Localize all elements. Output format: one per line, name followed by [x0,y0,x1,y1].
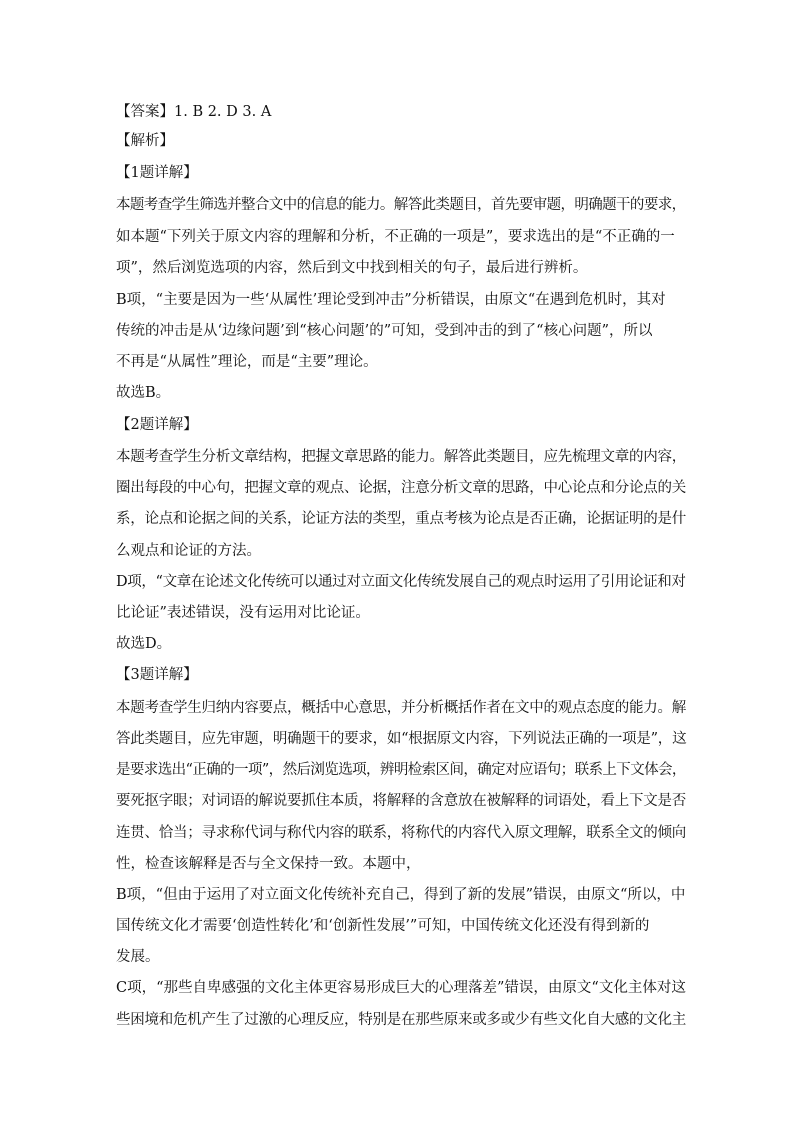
paragraph-line: 些困境和危机产生了过激的心理反应，特别是在那些原来或多或少有些文化自大感的文化主 [116,1012,686,1028]
paragraph-line: D项，“文章在论述文化传统可以通过对立面文化传统发展自己的观点时运用了引用论证和对 [116,574,686,590]
q1-heading: 【1题详解】 [116,165,198,181]
paragraph-line: 答此类题目，应先审题，明确题干的要求，如“根据原文内容，下列说法正确的一项是”，这 [116,731,687,747]
paragraph-line: 如本题“下列关于原文内容的理解和分析，不正确的一项是”，要求选出的是“不正确的一 [116,229,675,245]
paragraph-line: 圈出每段的中心句，把握文章的观点、论据，注意分析文章的思路，中心论点和分论点的关 [116,480,686,496]
paragraph-line: 本题考查学生筛选并整合文中的信息的能力。解答此类题目，首先要审题，明确题干的要求， [116,197,686,213]
paragraph-line: 本题考查学生归纳内容要点，概括中心意思，并分析概括作者在文中的观点态度的能力。解 [116,700,686,716]
paragraph-line: B项，“但由于运用了对立面文化传统补充自己，得到了新的发展”错误，由原文“所以，中 [116,887,686,903]
paragraph-line: 本题考查学生分析文章结构，把握文章思路的能力。解答此类题目，应先梳理文章的内容， [116,449,686,465]
paragraph-line: 比论证”表述错误，没有运用对比论证。 [116,605,370,621]
paragraph-line: 性，检查该解释是否与全文保持一致。本题中， [116,856,421,872]
conclusion-line: 故选B。 [116,385,171,401]
paragraph-line: 连贯、恰当；寻求称代词与称代内容的联系，将称代的内容代入原文理解，联系全文的倾向 [116,825,686,841]
paragraph-line: 要死抠字眼；对词语的解说要抓住本质，将解释的含意放在被解释的词语处，看上下文是否 [116,793,686,809]
paragraph-line: 发展。 [116,949,160,965]
paragraph-line: 传统的冲击是从‘边缘问题’到“核心问题’的”可知，受到冲击的到了“核心问题”，所以 [116,323,653,339]
answer-line: 【答案】1. B 2. D 3. A [116,104,272,120]
paragraph-line: 项”，然后浏览选项的内容，然后到文中找到相关的句子，最后进行辨析。 [116,260,588,276]
q2-heading: 【2题详解】 [116,417,198,433]
paragraph-line: 系，论点和论据之间的关系，论证方法的类型，重点考核为论点是否正确，论据证明的是什 [116,511,686,527]
paragraph-line: 不再是“从属性”理论，而是“主要”理论。 [116,354,378,370]
paragraph-line: 国传统文化才需要‘创造性转化’和‘创新性发展’”可知，中国传统文化还没有得到新的 [116,918,650,934]
analysis-heading: 【解析】 [116,133,174,149]
paragraph-line: 是要求选出“正确的一项”，然后浏览选项，辨明检索区间，确定对应语句；联系上下文体会， [116,762,686,778]
paragraph-line: B项，“主要是因为一些‘从属性’理论受到冲击”分析错误，由原文“在遇到危机时，其对 [116,292,666,308]
conclusion-line: 故选D。 [116,636,172,652]
paragraph-line: 么观点和论证的方法。 [116,543,261,559]
paragraph-line: C项，“那些自卑感强的文化主体更容易形成巨大的心理落差”错误，由原文“文化主体对这 [116,980,686,996]
q3-heading: 【3题详解】 [116,667,198,683]
